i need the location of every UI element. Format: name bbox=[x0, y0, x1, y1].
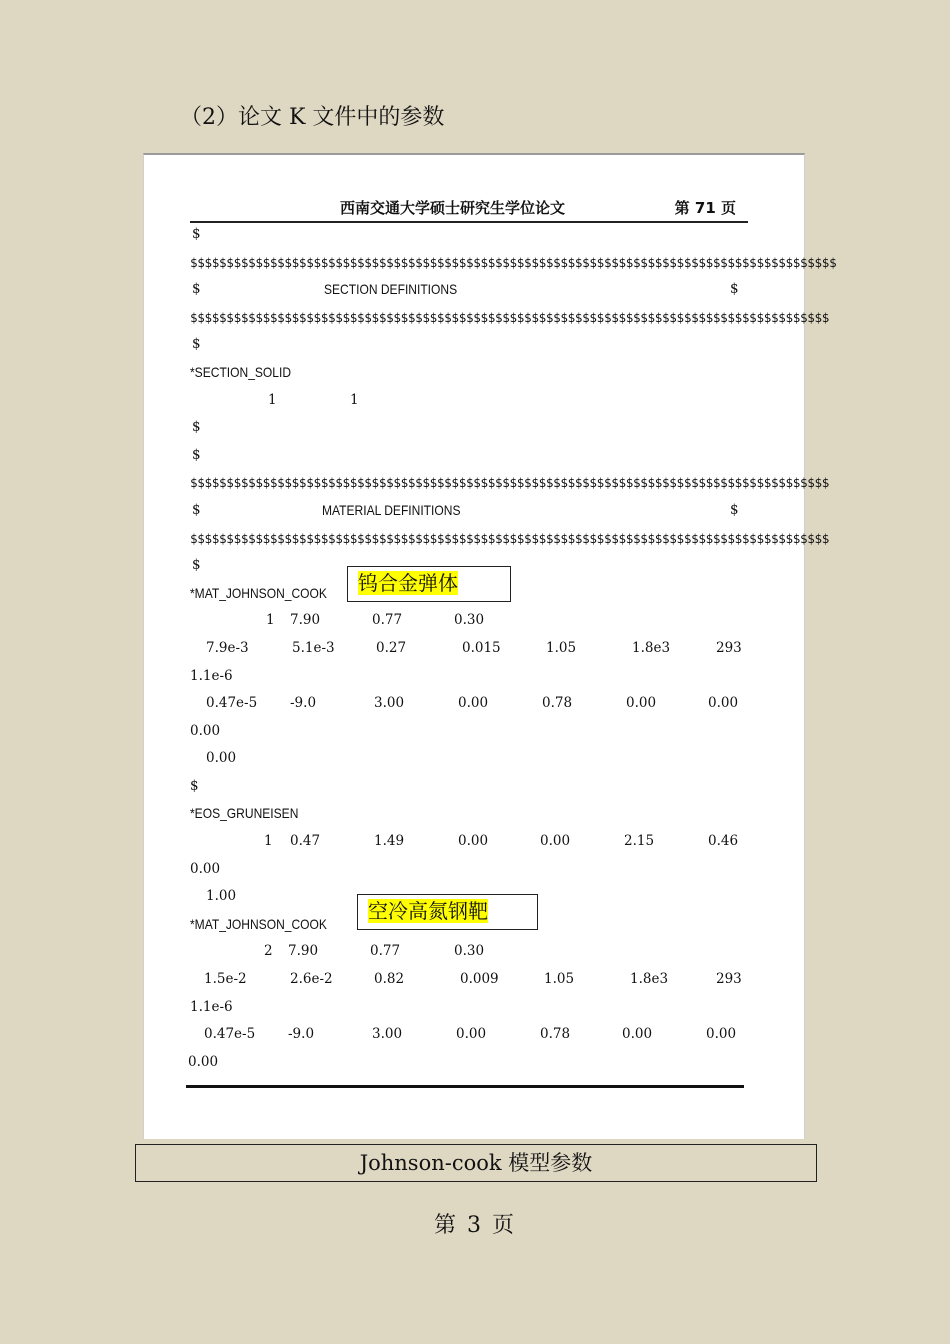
scan-header-title: 西南交通大学硕士研究生学位论文 bbox=[340, 199, 566, 217]
code-line: $ bbox=[192, 446, 201, 463]
code-line: $$$$$$$$$$$$$$$$$$$$$$$$$$$$$$$$$$$$$$$$$$$$$$$$$$$$$$$$$$$$$$$$$$$$$$$$$$$$$$$$$$$$$$$$$ bbox=[190, 254, 837, 270]
code-line: $ bbox=[192, 419, 201, 436]
code-line: $ SECTION DEFINITIONS $ bbox=[192, 281, 739, 298]
code-line: 1.1e-6 bbox=[190, 667, 233, 684]
code-line: $ bbox=[192, 557, 201, 574]
code-line: 1 1 bbox=[268, 391, 359, 408]
code-line: 2 7.90 0.77 0.30 bbox=[264, 943, 485, 960]
keyword-file-listing bbox=[188, 221, 837, 1076]
code-line: *SECTION_SOLID bbox=[190, 363, 292, 380]
code-line: $$$$$$$$$$$$$$$$$$$$$$$$$$$$$$$$$$$$$$$$$$$$$$$$$$$$$$$$$$$$$$$$$$$$$$$$$$$$$$$$$$$$$$$$ bbox=[190, 309, 830, 325]
code-line: *MAT_JOHNSON_COOK bbox=[190, 915, 327, 932]
code-line: $$$$$$$$$$$$$$$$$$$$$$$$$$$$$$$$$$$$$$$$$$$$$$$$$$$$$$$$$$$$$$$$$$$$$$$$$$$$$$$$$$$$$$$$ bbox=[190, 475, 830, 491]
figure-caption: Johnson-cook 模型参数 bbox=[135, 1144, 817, 1182]
annotation-steel-target: 空冷高氮钢靶 bbox=[357, 894, 538, 930]
code-line: 0.47e-5 -9.0 3.00 0.00 0.78 0.00 0.00 bbox=[204, 1026, 737, 1043]
code-line: 1.00 bbox=[206, 888, 237, 905]
annotation-tungsten-projectile: 钨合金弹体 bbox=[347, 566, 511, 602]
section-heading: （2）论文 K 文件中的参数 bbox=[180, 105, 445, 130]
code-line: 0.00 bbox=[206, 750, 237, 767]
code-line: 1.1e-6 bbox=[190, 998, 233, 1015]
code-line: 1.5e-2 2.6e-2 0.82 0.009 1.05 1.8e3 293 bbox=[204, 971, 742, 988]
code-line: 7.9e-3 5.1e-3 0.27 0.015 1.05 1.8e3 293 bbox=[206, 639, 742, 656]
page-number: 第 3 页 bbox=[434, 1213, 516, 1238]
code-line: 0.00 bbox=[190, 722, 221, 739]
scan-bottom-rule bbox=[186, 1085, 744, 1088]
code-line: $ bbox=[192, 226, 201, 242]
code-line: 1 7.90 0.77 0.30 bbox=[266, 612, 485, 629]
code-line: 0.00 bbox=[188, 1053, 219, 1070]
code-line: 1 0.47 1.49 0.00 0.00 2.15 0.46 bbox=[264, 833, 739, 850]
code-line: *MAT_JOHNSON_COOK bbox=[190, 584, 327, 601]
code-line: *EOS_GRUNEISEN bbox=[190, 805, 299, 822]
code-line: 0.47e-5 -9.0 3.00 0.00 0.78 0.00 0.00 bbox=[206, 695, 739, 712]
code-line: 0.00 bbox=[190, 860, 221, 877]
code-line: $$$$$$$$$$$$$$$$$$$$$$$$$$$$$$$$$$$$$$$$$$$$$$$$$$$$$$$$$$$$$$$$$$$$$$$$$$$$$$$$$$$$$$$$ bbox=[190, 530, 830, 546]
scan-header-page: 第 71 页 bbox=[674, 199, 736, 217]
code-line: $ MATERIAL DEFINITIONS $ bbox=[192, 501, 739, 518]
code-line: $ bbox=[190, 777, 199, 794]
scan-header bbox=[190, 195, 748, 223]
scanned-page-image bbox=[143, 153, 837, 1139]
code-line: $ bbox=[192, 336, 201, 353]
